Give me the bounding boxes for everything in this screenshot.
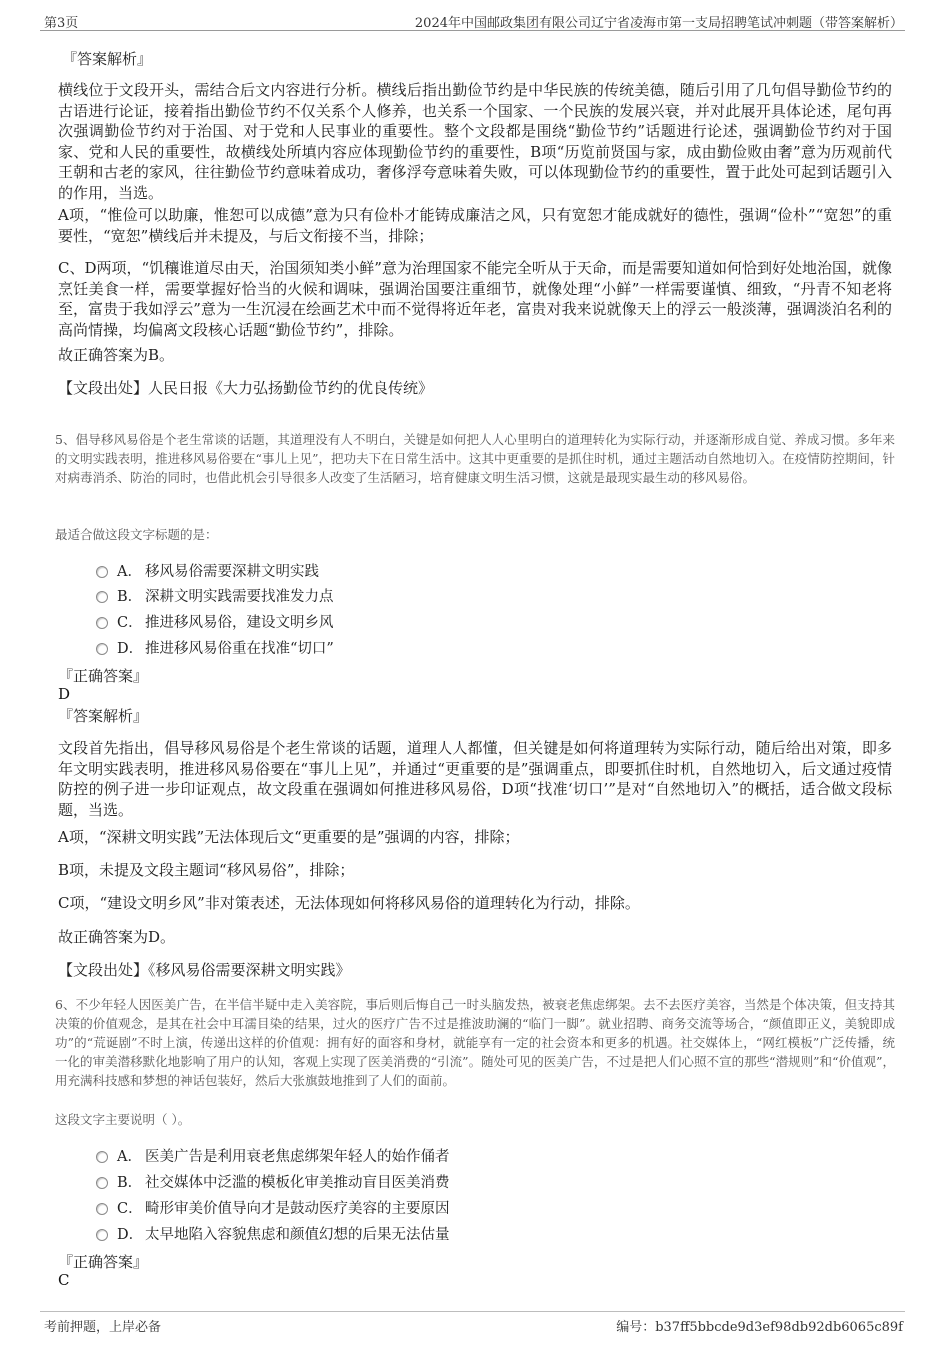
q4-option-cd-note: C、D两项，“饥穰谁道尽由天，治国须知类小鲜”意为治理国家不能完全听从于天命，而是需要知道如何恰到好处地治国，就像烹饪美食一样，需要掌握好恰当的火候和调味，强调治国要注重细节，就像处理“小鲜”一样需要谨慎、细致，“丹青不知老将至，富贵于我如浮云”意为一生沉浸在绘画艺术中而不觉得将近年老，富贵对我来说就像天上的浮云一般淡薄，强调淡泊名利的高尚情操，均偏离文段核心话题“勤俭节约”，排除。 xyxy=(58,259,892,339)
q6-option-d[interactable]: D． 太早地陷入容貌焦虑和颜值幻想的后果无法估量 xyxy=(96,1223,450,1243)
page-header xyxy=(40,10,905,31)
q6-question: 6、不少年轻人因医美广告，在半信半疑中走入美容院，事后则后悔自己一时头脑发热，被衰老焦虑绑架。去不去医疗美容，当然是个体决策，但支持其决策的价值观念，是其在社会中耳濡目染的结果，过火的医疗广告不过是推波助澜的“临门一脚”。就业招聘、商务交流等场合，“颜值即正义，美貌即成功”的“荒诞剧”不时上演，传递出这样的价值观：拥有好的面容和身材，就能享有一定的社会资本和更多的机遇。社交媒体上，“网红模板”广泛传播，统一化的审美潜移默化地影响了用户的认知，客观上实现了医美消费的“引流”。随处可见的医美广告，不过是把人们心照不宣的那些“潜规则”和“价值观”，用充满科技感和梦想的神话包装好，然后大张旗鼓地推到了人们的面前。 xyxy=(55,997,895,1088)
q5-option-b-note: B项，未提及文段主题词“移风易俗”，排除； xyxy=(58,861,355,879)
q5-option-a-note: A项，“深耕文明实践”无法体现后文“更重要的是”强调的内容，排除； xyxy=(58,828,520,846)
radio-icon[interactable] xyxy=(96,617,108,629)
q5-option-c[interactable]: C． 推进移风易俗，建设文明乡风 xyxy=(96,611,334,631)
q6-option-b[interactable]: B． 社交媒体中泛滥的模板化审美推动盲目医美消费 xyxy=(96,1171,450,1191)
q4-conclusion: 故正确答案为B。 xyxy=(58,346,175,364)
document-id: 编号：b37ff5bbcde9d3ef98db92db6065c89f xyxy=(616,1320,903,1335)
page-footer xyxy=(40,1311,905,1338)
q6-option-c[interactable]: C． 畸形审美价值导向才是鼓动医疗美容的主要原因 xyxy=(96,1197,450,1217)
page-number: 第3页 xyxy=(44,16,79,31)
q5-option-c-note: C项，“建设文明乡风”非对策表述，无法体现如何将移风易俗的道理转化为行动，排除。 xyxy=(58,894,640,912)
radio-icon[interactable] xyxy=(96,591,108,603)
q5-source: 【文段出处】《移风易俗需要深耕文明实践》 xyxy=(58,961,351,979)
q6-answer-tag: 『正确答案』 xyxy=(58,1253,149,1271)
radio-icon[interactable] xyxy=(96,1203,108,1215)
q4-analysis-tag: 『答案解析』 xyxy=(62,50,153,68)
q5-question: 5、倡导移风易俗是个老生常谈的话题，其道理没有人不明白，关键是如何把人人心里明白的道理转化为实际行动，并逐渐形成自觉、养成习惯。多年来的文明实践表明，推进移风易俗要在“事儿上见”，把功夫下在日常生活中。这其中更重要的是抓住时机，通过主题活动自然地切入。在疫情防控期间，针对病毒消杀、防治的同时，也借此机会引导很多人改变了生活陋习，培育健康文明生活习惯，这就是最现实最生动的移风易俗。 xyxy=(55,432,895,485)
q6-answer: C xyxy=(58,1271,70,1289)
radio-icon[interactable] xyxy=(96,1151,108,1163)
q5-answer-tag: 『正确答案』 xyxy=(58,667,149,685)
footer-slogan: 考前押题，上岸必备 xyxy=(44,1320,162,1335)
q4-option-a-note: A项，“惟俭可以助廉，惟恕可以成德”意为只有俭朴才能铸成廉洁之风，只有宽恕才能成就好的德性，强调“俭朴”“宽恕”的重要性，“宽恕”横线后并未提及，与后文衔接不当，排除； xyxy=(58,206,892,245)
document-title: 2024年中国邮政集团有限公司辽宁省凌海市第一支局招聘笔试冲刺题（带答案解析） xyxy=(414,16,903,31)
q5-conclusion: 故正确答案为D。 xyxy=(58,928,176,946)
q4-source: 【文段出处】人民日报《大力弘扬勤俭节约的优良传统》 xyxy=(58,379,434,397)
radio-icon[interactable] xyxy=(96,643,108,655)
q5-answer: D xyxy=(58,685,71,703)
q4-analysis: 横线位于文段开头，需结合后文内容进行分析。横线后指出勤俭节约是中华民族的传统美德，随后引用了几句倡导勤俭节约的古语进行论证，接着指出勤俭节约不仅关系个人修养，也关系一个国家、一个民族的发展兴衰，并对此展开具体论述，尾句再次强调勤俭节约对于治国、对于党和人民事业的重要性。整个文段都是围绕“勤俭节约”话题进行论述，强调勤俭节约对于国家、党和人民的重要性，故横线处所填内容应体现勤俭节约的重要性，B项“历览前贤国与家，成由勤俭败由奢”意为历观前代王朝和古老的家风，往往勤俭节约意味着成功，奢侈浮夸意味着失败，可以体现勤俭节约的重要性，置于此处可起到话题引入的作用，当选。 xyxy=(58,81,892,202)
radio-icon[interactable] xyxy=(96,1229,108,1241)
radio-icon[interactable] xyxy=(96,566,108,578)
q5-analysis: 文段首先指出，倡导移风易俗是个老生常谈的话题，道理人人都懂，但关键是如何将道理转为实际行动，随后给出对策，即多年文明实践表明，推进移风易俗要在“事儿上见”，并通过“更重要的是”强调重点，即要抓住时机，自然地切入，后文通过疫情防控的例子进一步印证观点，故文段重在强调如何推进移风易俗，D项“找准‘切口’”是对“自然地切入”的概括，适合做文段标题，当选。 xyxy=(58,739,892,819)
q5-option-d[interactable]: D． 推进移风易俗重在找准“切口” xyxy=(96,637,334,657)
q5-option-b[interactable]: B． 深耕文明实践需要找准发力点 xyxy=(96,585,334,605)
radio-icon[interactable] xyxy=(96,1177,108,1189)
q5-option-a[interactable]: A． 移风易俗需要深耕文明实践 xyxy=(96,560,319,580)
q6-option-a[interactable]: A． 医美广告是利用衰老焦虑绑架年轻人的始作俑者 xyxy=(96,1145,450,1165)
q5-analysis-tag: 『答案解析』 xyxy=(58,707,149,725)
q6-ask: 这段文字主要说明（ ）。 xyxy=(55,1112,191,1127)
q5-ask: 最适合做这段文字标题的是： xyxy=(55,527,218,542)
